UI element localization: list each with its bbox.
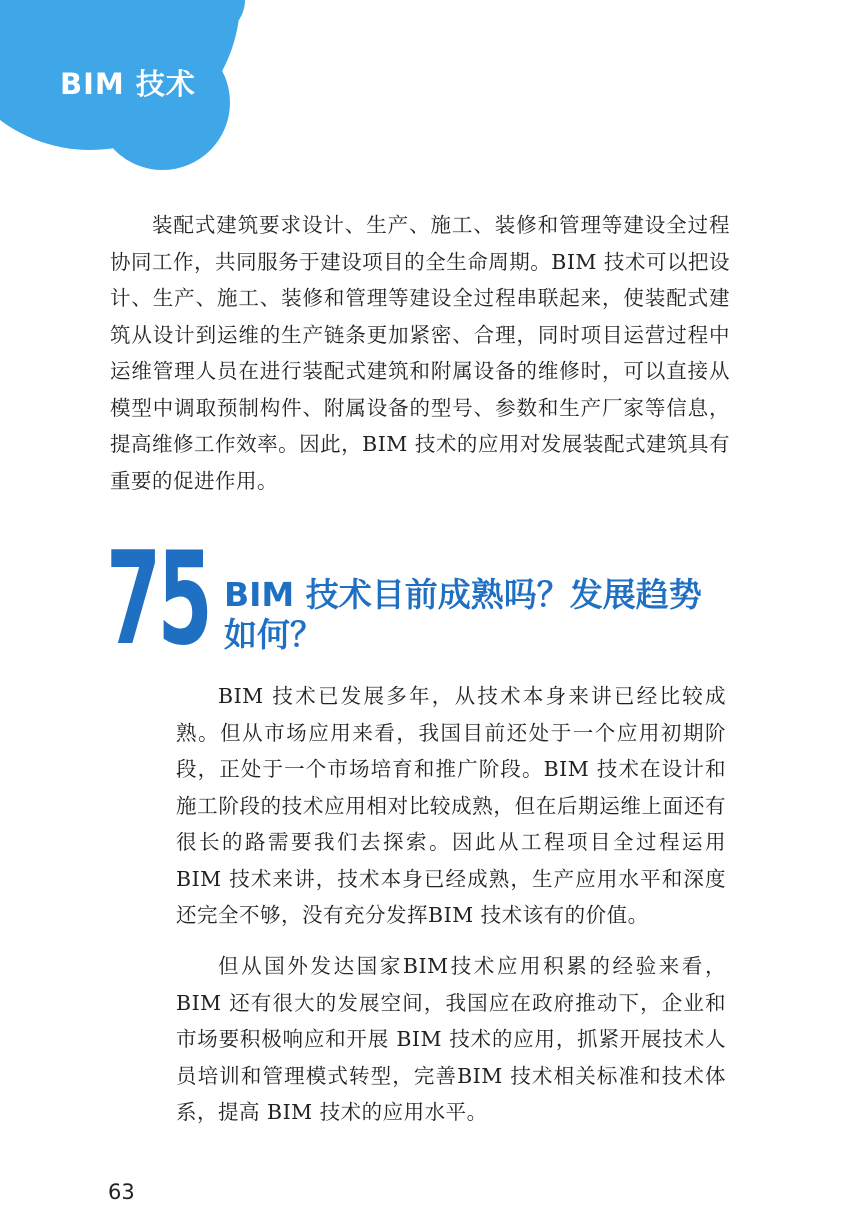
answer-paragraph-2: 但从国外发达国家BIM技术应用积累的经验来看，BIM 还有很大的发展空间，我国应在政府推动下，企业和市场要积极响应和开展 BIM 技术的应用，抓紧开展技术人员培训和管理模式转型，完善BIM 技术相关标准和技术体系，提高 BIM 技术的应用水平。 <box>176 954 726 1124</box>
page-number: 63 <box>108 1180 135 1204</box>
question-title: BIM 技术目前成熟吗？发展趋势如何？ <box>224 575 702 654</box>
answer-paragraph-1: BIM 技术已发展多年，从技术本身来讲已经比较成熟。但从市场应用来看，我国目前还处于一个应用初期阶段，正处于一个市场培育和推广阶段。BIM 技术在设计和施工阶段的技术应用相对比较成熟，但在后期运维上面还有很长的路需要我们去探索。因此从工程项目全过程运用 BIM 技术来讲，技术本身已经成熟，生产应用水平和深度还完全不够，没有充分发挥BIM 技术该有的价值。 <box>176 684 726 927</box>
section-tag: BIM 技术 <box>60 67 196 101</box>
question-number: 75 <box>106 525 209 674</box>
intro-paragraph: 装配式建筑要求设计、生产、施工、装修和管理等建设全过程协同工作，共同服务于建设项目的全生命周期。BIM 技术可以把设计、生产、施工、装修和管理等建设全过程串联起来，使装配式建筑从设计到运维的生产链条更加紧密、合理，同时项目运营过程中运维管理人员在进行装配式建筑和附属设备的维修时，可以直接从模型中调取预制构件、附属设备的型号、参数和生产厂家等信息，提高维修工作效率。因此，BIM 技术的应用对发展装配式建筑具有重要的促进作用。 <box>110 213 730 493</box>
